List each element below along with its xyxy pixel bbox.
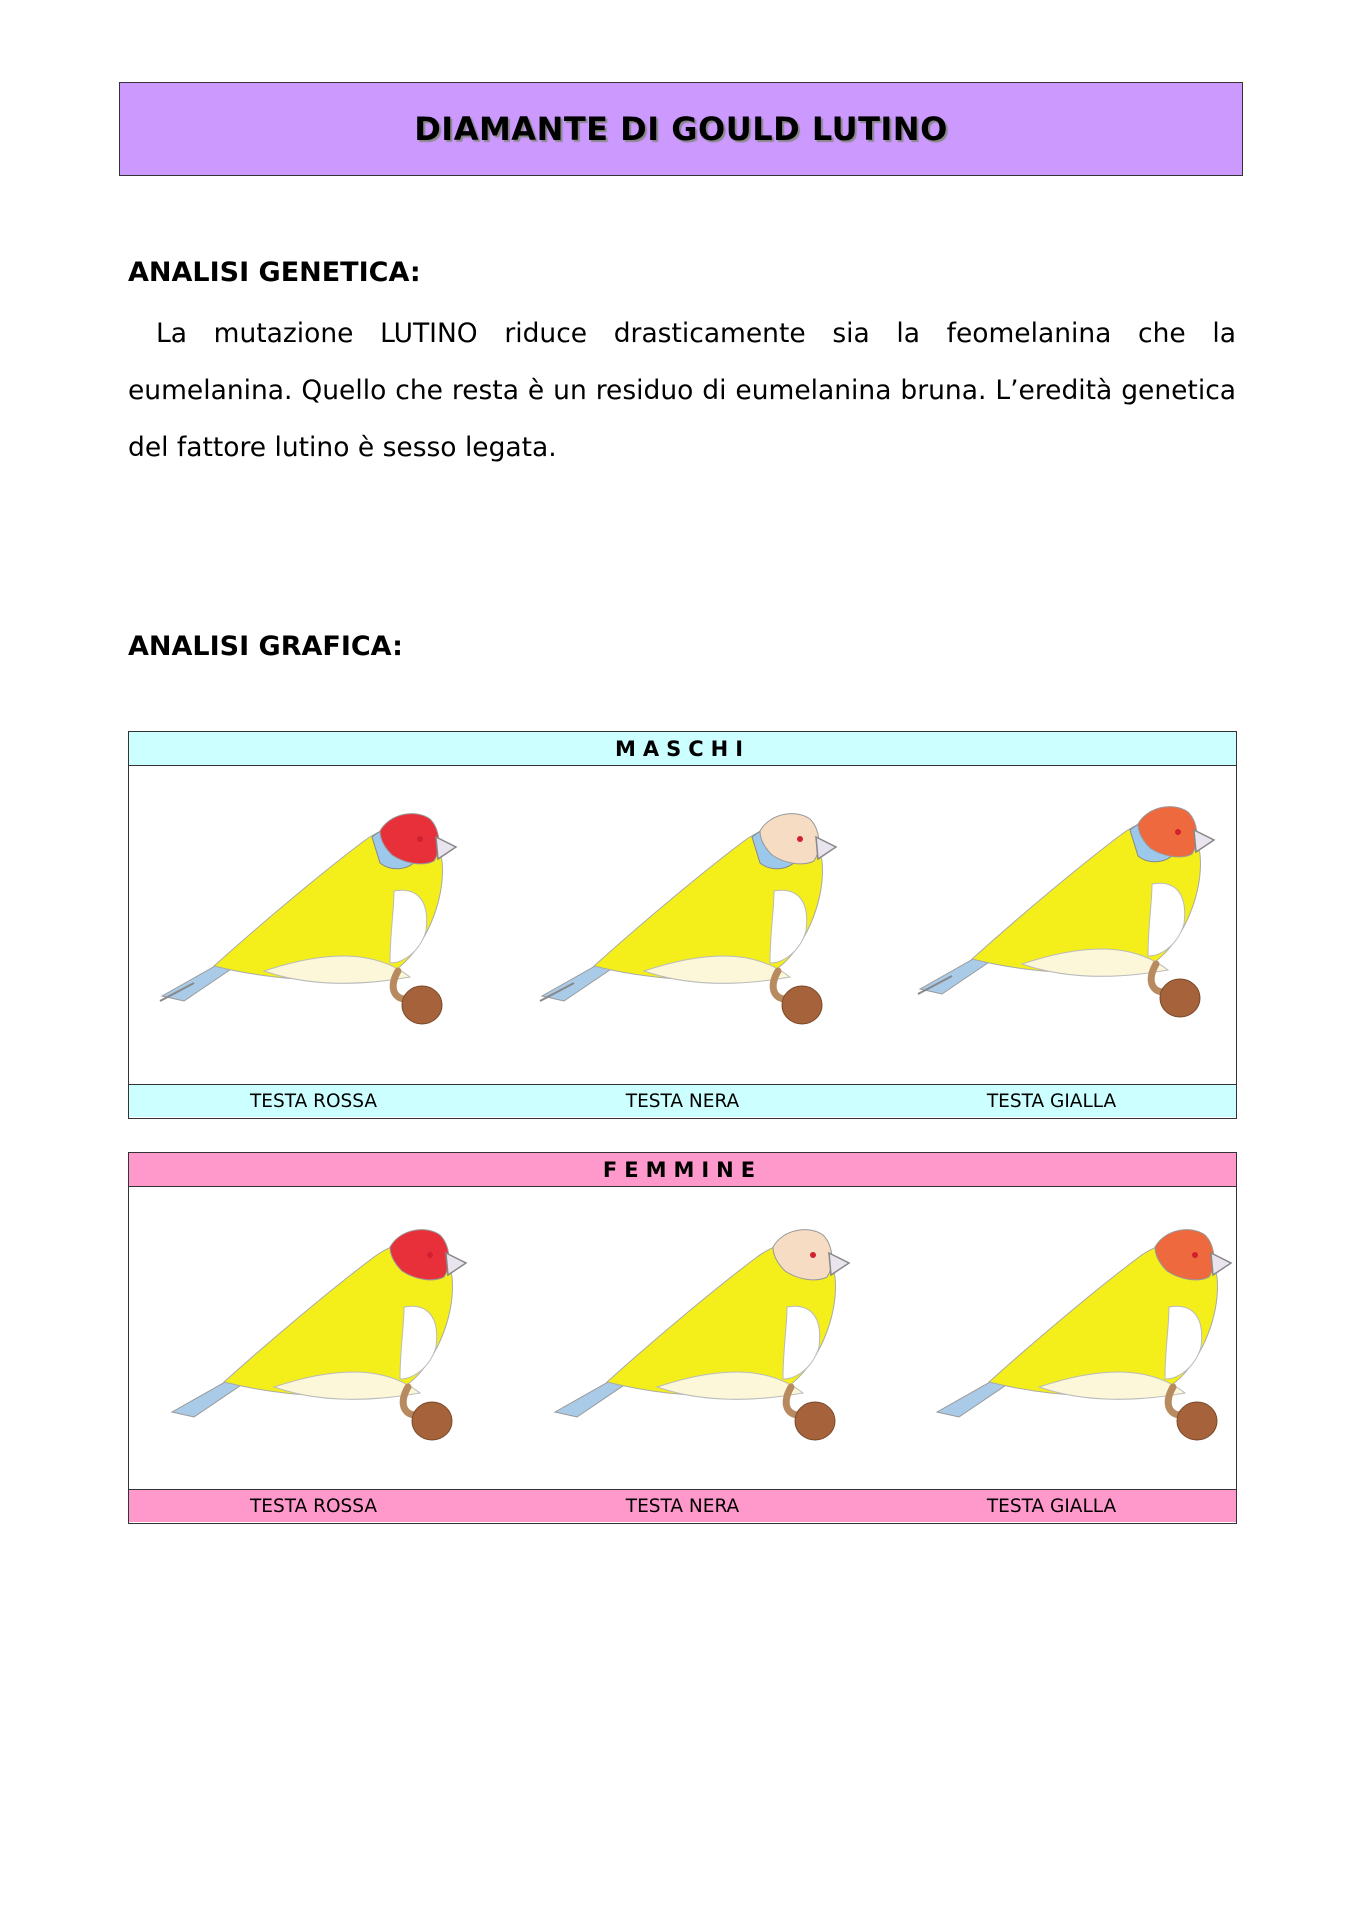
label-yellow-head: TESTA GIALLA [986, 1090, 1117, 1112]
bird-male-red-head [154, 801, 474, 1036]
males-illustrations [129, 766, 1236, 1085]
females-header: FEMMINE [129, 1153, 1236, 1187]
females-footer [129, 1490, 1236, 1522]
bird-male-black-head [534, 801, 854, 1036]
title-box [119, 82, 1243, 176]
bird-male-yellow-head [912, 794, 1232, 1029]
label-black-head: TESTA NERA [625, 1090, 740, 1112]
bird-female-black-head [547, 1217, 867, 1452]
label-yellow-head: TESTA GIALLA [986, 1495, 1117, 1517]
label-red-head: TESTA ROSSA [249, 1090, 378, 1112]
graphics-heading: ANALISI GRAFICA: [128, 631, 403, 662]
genetics-heading: ANALISI GENETICA: [128, 257, 421, 288]
bird-female-red-head [164, 1217, 484, 1452]
page-title: DIAMANTE DI GOULD LUTINO [414, 110, 948, 148]
males-panel [128, 731, 1237, 1119]
females-illustrations [129, 1187, 1236, 1490]
genetics-paragraph: La mutazione LUTINO riduce drasticamente sia la feomelanina che la eumelanina. Quello che resta è un residuo di eumelanina bruna. L’eredità genetica del fattore lutino è sesso legata. [128, 318, 1236, 463]
label-black-head: TESTA NERA [625, 1495, 740, 1517]
males-footer [129, 1085, 1236, 1117]
bird-female-yellow-head [929, 1217, 1249, 1452]
males-header: MASCHI [129, 732, 1236, 766]
label-red-head: TESTA ROSSA [249, 1495, 378, 1517]
females-panel [128, 1152, 1237, 1524]
